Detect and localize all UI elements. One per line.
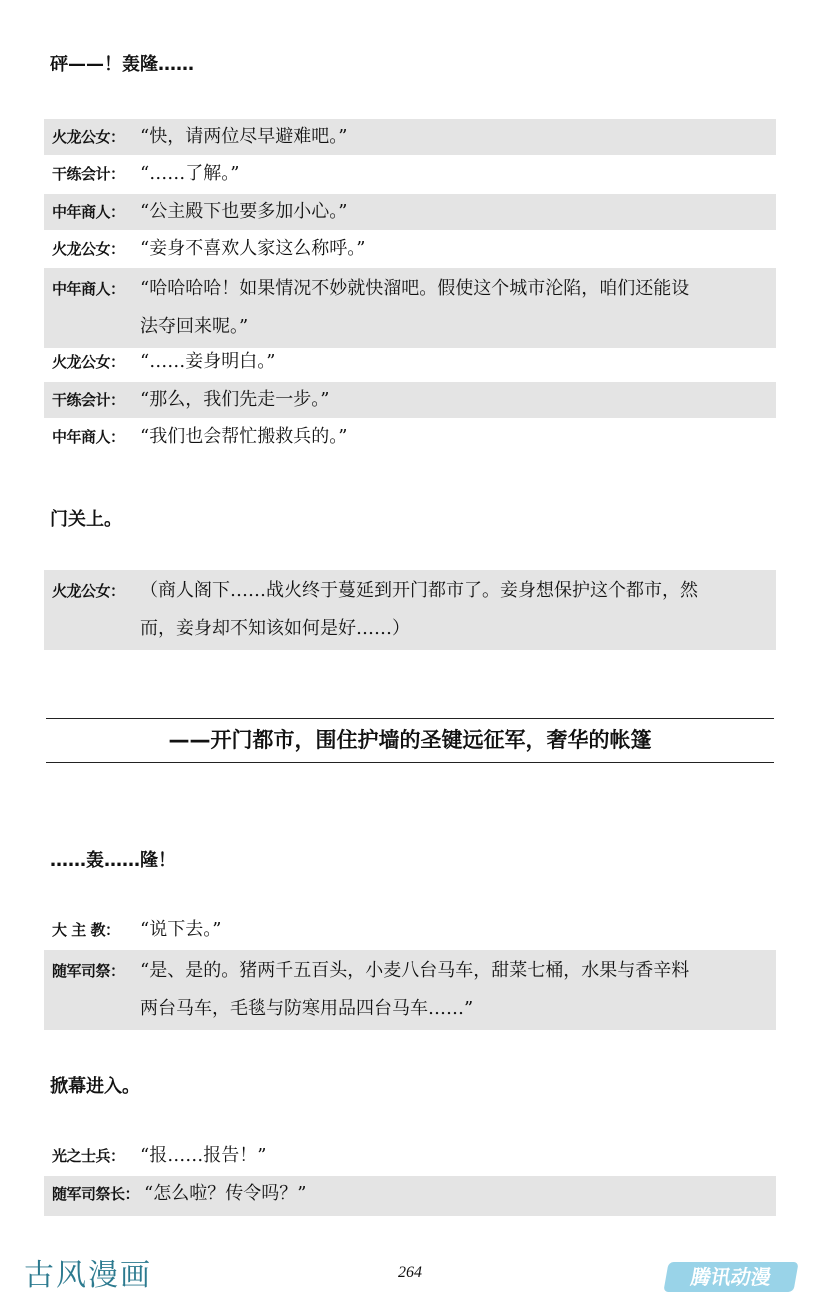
divider-bottom bbox=[46, 762, 774, 763]
speaker-label: 干练会计： bbox=[52, 391, 125, 409]
speech-text: “公主殿下也要多加小心。” bbox=[140, 201, 348, 222]
speech-text: “……了解。” bbox=[140, 163, 240, 184]
speaker-label: 光之士兵： bbox=[52, 1147, 125, 1165]
dialogue-line bbox=[44, 950, 776, 1030]
speaker-label: 火龙公女： bbox=[52, 240, 125, 258]
dialogue-line bbox=[44, 382, 776, 418]
dialogue-line bbox=[44, 419, 776, 455]
dialogue-line bbox=[44, 344, 776, 380]
speech-text-line-1: （商人阁下……战火终于蔓延到开门都市了。妾身想保护这个都市，然 bbox=[140, 580, 698, 601]
speech-text-line-2: 而，妾身却不知该如何是好……） bbox=[140, 618, 410, 639]
speech-text: “说下去。” bbox=[140, 919, 222, 940]
stage-direction: ……轰……隆！ bbox=[50, 850, 176, 871]
speech-text: “妾身不喜欢人家这么称呼。” bbox=[140, 238, 366, 259]
speaker-label: 干练会计： bbox=[52, 165, 125, 183]
speech-text-line-1: “是、是的。猪两千五百头，小麦八台马车，甜菜七桶，水果与香辛料 bbox=[140, 960, 690, 981]
scene-heading: ——开门都市，围住护墙的圣键远征军，奢华的帐篷 bbox=[168, 728, 652, 752]
speaker-label: 火龙公女： bbox=[52, 582, 125, 600]
dialogue-line bbox=[44, 119, 776, 155]
speech-text-line-1: “哈哈哈哈！如果情况不妙就快溜吧。假使这个城市沦陷，咱们还能设 bbox=[140, 278, 690, 299]
stage-direction: 砰——！轰隆…… bbox=[50, 54, 194, 75]
dialogue-line bbox=[44, 1176, 776, 1216]
speech-text bbox=[140, 572, 776, 648]
speech-text bbox=[140, 270, 776, 346]
dialogue-line bbox=[44, 268, 776, 348]
watermark-logo-right: 腾讯动漫 bbox=[663, 1262, 798, 1292]
speech-text: “怎么啦？传令吗？” bbox=[144, 1183, 307, 1204]
dialogue-line bbox=[44, 912, 776, 948]
page-number: 264 bbox=[398, 1264, 422, 1281]
speech-text-line-2: 两台马车，毛毯与防寒用品四台马车……” bbox=[140, 998, 474, 1019]
speaker-label: 火龙公女： bbox=[52, 353, 125, 371]
speech-text: “我们也会帮忙搬救兵的。” bbox=[140, 426, 348, 447]
speech-text: “那么，我们先走一步。” bbox=[140, 389, 330, 410]
speech-text-line-2: 法夺回来呢。” bbox=[140, 316, 249, 337]
speaker-label: 中年商人： bbox=[52, 280, 125, 298]
speaker-label: 火龙公女： bbox=[52, 128, 125, 146]
divider-top bbox=[46, 718, 774, 719]
dialogue-line bbox=[44, 1138, 776, 1174]
dialogue-line bbox=[44, 156, 776, 192]
speech-text: “……妾身明白。” bbox=[140, 351, 276, 372]
speaker-label: 中年商人： bbox=[52, 428, 125, 446]
stage-direction: 掀幕进入。 bbox=[50, 1076, 140, 1097]
dialogue-line bbox=[44, 231, 776, 267]
dialogue-line bbox=[44, 570, 776, 650]
speaker-label: 中年商人： bbox=[52, 203, 125, 221]
stage-direction: 门关上。 bbox=[50, 509, 122, 530]
dialogue-line bbox=[44, 194, 776, 230]
speech-text: “报……报告！” bbox=[140, 1145, 267, 1166]
speech-text bbox=[140, 952, 776, 1028]
speaker-label: 随军司祭长： bbox=[52, 1185, 140, 1203]
speaker-label: 大 主 教： bbox=[52, 921, 120, 939]
speech-text: “快，请两位尽早避难吧。” bbox=[140, 126, 348, 147]
speaker-label: 随军司祭： bbox=[52, 962, 125, 980]
watermark-logo-left: 古风漫画 bbox=[24, 1258, 152, 1293]
